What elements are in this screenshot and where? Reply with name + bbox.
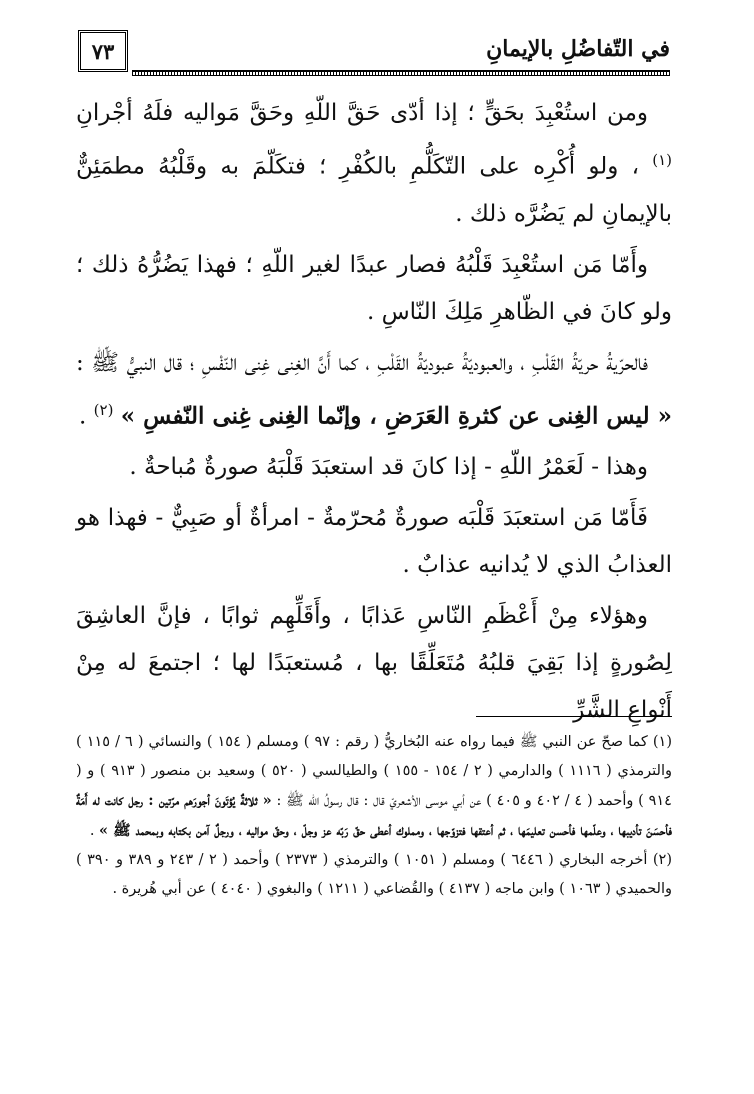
paragraph-6: وهؤلاء مِنْ أَعْظَمِ النّاسِ عَذابًا ، وأَقَلِّهِم ثوابًا ، فإنَّ العاشِقَ لِصُورةٍ إذا بَقِيَ قلبُهُ مُتَعَلِّقًا بها ، مُستعبَدًا لها ؛ اجتمعَ له مِنْ أَنْواعِ الشَّرِّ	[76, 603, 672, 724]
footnote-ref-2: (٢)	[93, 400, 114, 419]
paragraph-4: وهذا - لَعَمْرُ اللّهِ - إذا كانَ قد استعبَدَ قَلْبَهُ صورةٌ مُباحةٌ .	[129, 454, 648, 481]
paragraph-1-cont: ، ولو أُكْرِه على التّكَلُّمِ بالكُفْرِ ؛ فتكَلّمَ به وقَلْبُهُ مطمَئِنٌّ بالإيمانِ لم يَضُرَّه ذلك .	[76, 153, 672, 227]
footnote-1	[76, 728, 672, 846]
footnote-2: (٢) أخرجه البخاري ( ٦٤٤٦ ) ومسلم ( ١٠٥١ ) والترمذي ( ٢٣٧٣ ) وأحمد ( ٢ / ٢٤٣ و ٣٨٩ و ٣٩٠ ) والحميدي ( ١٠٦٣ ) وابن ماجه ( ٤١٣٧ ) والقُضاعي ( ١٢١١ ) والبغوي ( ٤٠٤٠ ) عن أبي هُريرة .	[76, 852, 672, 897]
paragraph-5: فَأَمّا مَن استعبَدَ قَلْبَه صورةٌ مُحرّمةٌ - امرأةٌ أو صَبِيٌّ - فهذا هو العذابُ الذي لا يُدانيه عذابٌ .	[76, 505, 672, 579]
footnote-ref-1: (١)	[652, 151, 673, 169]
footnote-1-end: .	[89, 823, 95, 839]
paragraph-1	[76, 90, 672, 238]
footnote-1-text: (١) كما صحّ عن النبي ﷺ فيما رواه عنه البُخاريُّ ( رقم : ٩٧ ) ومسلم ( ١٥٤ ) والنسائي ( ٦ / ١١٥ ) والترمذي ( ١١١٦ ) والدارمي ( ٢ / ١٥٤ - ١٥٥ ) والطيالسي ( ٥٢٠ ) وسعيد بن منصور ( ٩١٣ ) و ( ٩١٤ ) وأحمد ( ٤ / ٤٠٢ و ٤٠٥ ) عن أبي موسى الأشعريّ قال : قال رسولُ اللّه ﷺ :	[76, 734, 672, 809]
paragraph-3-end: .	[79, 403, 87, 430]
footnote-1-quote: « ثلاثةٌ يُؤتَونَ أجورَهم مرّتين : رجل كانت له أَمَةٌ فأحسَنَ تأديبها ، وعلّمها فأحسن تعليمَها ، ثم أعتقها فتزوّجها ، ومملوك أعطى حقّ رَبّه عز وجلّ ، وحقّ مواليه ، ورجلٌ آمن بكتابه وبمحمد ﷺ »	[76, 792, 672, 839]
body-text	[76, 90, 672, 738]
page-header	[78, 30, 670, 78]
footnotes	[76, 728, 672, 904]
footnote-separator	[476, 716, 672, 717]
paragraph-3	[76, 340, 672, 441]
paragraph-1-text: ومن استُعْبِدَ بحَقٍّ ؛ إذا أدّى حَقَّ اللّهِ وحَقَّ مَواليه فلَهُ أجْرانِ	[76, 100, 648, 126]
paragraph-3-text: فالحرّيةُ حريّةُ القَلْبِ ، والعبوديّةُ عبوديّةُ القَلْبِ ، كما أَنَّ الغِنى غِنى النّفْسِ ؛ قال النبيُّ ﷺ :	[76, 349, 648, 376]
hadith-quote: « ليس الغِنى عن كثرةِ العَرَضِ ، وإنّما الغِنى غِنى النّفسِ »	[120, 402, 672, 430]
header-rule	[132, 70, 670, 76]
running-title: في التّفاضُلِ بالإيمانِ	[486, 36, 670, 62]
paragraph-2: وأَمّا مَن استُعْبِدَ قَلْبُهُ فصار عبدًا لغير اللّهِ ؛ فهذا يَضُرُّهُ ذلك ؛ ولو كانَ في الظّاهرِ مَلِكَ النّاسِ .	[76, 251, 672, 325]
page-number: ٧٣	[78, 30, 128, 72]
